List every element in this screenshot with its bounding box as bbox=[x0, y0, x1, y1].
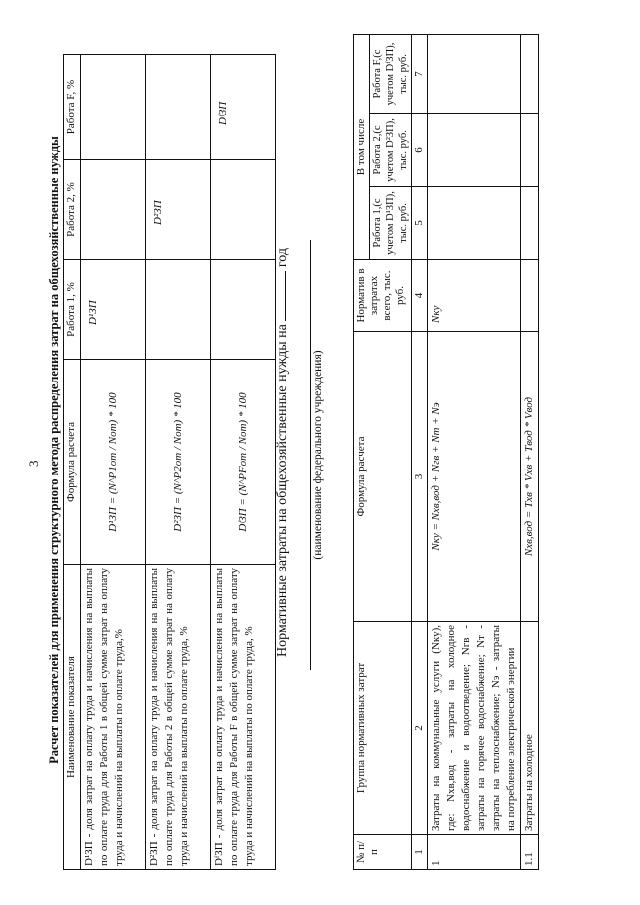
normative-costs-table bbox=[353, 34, 539, 870]
indicator-calculation-table bbox=[63, 54, 276, 870]
table-header-row bbox=[354, 34, 370, 869]
column-number-row bbox=[412, 34, 428, 869]
empty-cell bbox=[211, 260, 276, 360]
empty-cell bbox=[428, 187, 521, 260]
cost-group: Затраты на коммунальные услуги (Nку), где: Nхв,вод - затраты на холодное водоснабжение и водоотведение; Nгв - затраты на горячее водоснабжение; Nт - затраты на теплоснабжение; Nэ - затраты на потребление электрической энергии bbox=[428, 622, 521, 835]
indicator-symbol: DᶠЗП bbox=[211, 55, 276, 160]
table1-title: Расчет показателей для применения структурного метода распределения затрат на общехозяйственные нужды bbox=[47, 136, 61, 764]
indicator-formula: D²ЗП = (N^P2от / Nот) * 100 bbox=[146, 360, 211, 565]
empty-cell bbox=[428, 34, 521, 113]
table-row bbox=[521, 34, 539, 869]
column-header: Формула расчета bbox=[354, 332, 412, 622]
indicator-formula: DᶠЗП = (N^PFот / Nот) * 100 bbox=[211, 360, 276, 565]
column-header: Работа 1,(с учетом D¹ЗП), тыс. руб. bbox=[370, 187, 412, 260]
table-row bbox=[428, 34, 521, 869]
table2-title-suffix: год bbox=[275, 248, 290, 268]
page-number: 3 bbox=[26, 460, 41, 467]
empty-cell bbox=[428, 114, 521, 187]
cost-norm: Nку bbox=[428, 260, 521, 332]
table2-title bbox=[275, 0, 291, 905]
cost-formula: Nку = Nхв,вод + Nгв + Nт + Nэ bbox=[428, 332, 521, 622]
column-number: 4 bbox=[412, 260, 428, 332]
column-header: Формула расчета bbox=[64, 360, 81, 565]
column-header: Работа F,(с учетом DᶠЗП), тыс. руб. bbox=[370, 34, 412, 113]
column-header: В том числе bbox=[354, 34, 370, 259]
column-header: Наименование показателя bbox=[64, 565, 81, 870]
empty-cell bbox=[521, 34, 539, 113]
column-number: 2 bbox=[412, 622, 428, 835]
indicator-symbol: D¹ЗП bbox=[81, 260, 146, 360]
empty-cell bbox=[146, 260, 211, 360]
indicator-formula: D¹ЗП = (N^P1от / Nот) * 100 bbox=[81, 360, 146, 565]
column-number: 3 bbox=[412, 332, 428, 622]
indicator-description: D²ЗП - доля затрат на оплату труда и начисления на выплаты по оплате труда для Работы 2 в общей сумме затрат на оплату труда и начислений на выплаты по оплате труда, % bbox=[146, 565, 211, 870]
column-number: 5 bbox=[412, 187, 428, 260]
empty-cell bbox=[81, 55, 146, 160]
cost-group: Затраты на холодное bbox=[521, 622, 539, 835]
column-header: Работа 1, % bbox=[64, 260, 81, 360]
cost-norm bbox=[521, 260, 539, 332]
table-header-row bbox=[64, 55, 81, 870]
column-header: Работа 2, % bbox=[64, 160, 81, 260]
row-number: 1 bbox=[428, 835, 521, 870]
column-header: Группа нормативных затрат bbox=[354, 622, 412, 835]
table2-title-text: Нормативные затраты на общехозяйственные нужды на bbox=[275, 324, 290, 657]
empty-cell bbox=[81, 160, 146, 260]
column-header: № п/п bbox=[354, 835, 412, 870]
indicator-symbol: D²ЗП bbox=[146, 160, 211, 260]
column-header: Работа F, % bbox=[64, 55, 81, 160]
table-row bbox=[81, 55, 146, 870]
indicator-description: DᶠЗП - доля затрат на оплату труда и начисления на выплаты по оплате труда для Работы F в общей сумме затрат на оплату труда и начислений на выплаты по оплате труда, % bbox=[211, 565, 276, 870]
table-row bbox=[211, 55, 276, 870]
year-blank-line bbox=[285, 271, 286, 321]
indicator-description: D¹ЗП - доля затрат на оплату труда и начисления на выплаты по оплате труда для Работы 1 в общей сумме затрат на оплату труда и начислений на выплаты по оплате труда,% bbox=[81, 565, 146, 870]
column-number: 7 bbox=[412, 34, 428, 113]
empty-cell bbox=[521, 114, 539, 187]
empty-cell bbox=[146, 55, 211, 160]
empty-cell bbox=[211, 160, 276, 260]
empty-cell bbox=[521, 187, 539, 260]
cost-formula: Nхв,вод = Tхв * Vхв + Tвод * Vвод bbox=[521, 332, 539, 622]
table-row bbox=[146, 55, 211, 870]
column-header: Норматив в затратах всего, тыс. руб. bbox=[354, 260, 412, 332]
column-number: 1 bbox=[412, 835, 428, 870]
column-number: 6 bbox=[412, 114, 428, 187]
row-number: 1.1 bbox=[521, 835, 539, 870]
organization-caption: (наименование федерального учреждения) bbox=[312, 350, 324, 560]
organization-name-line bbox=[310, 240, 311, 670]
column-header: Работа 2,(с учетом D²ЗП), тыс. руб. bbox=[370, 114, 412, 187]
